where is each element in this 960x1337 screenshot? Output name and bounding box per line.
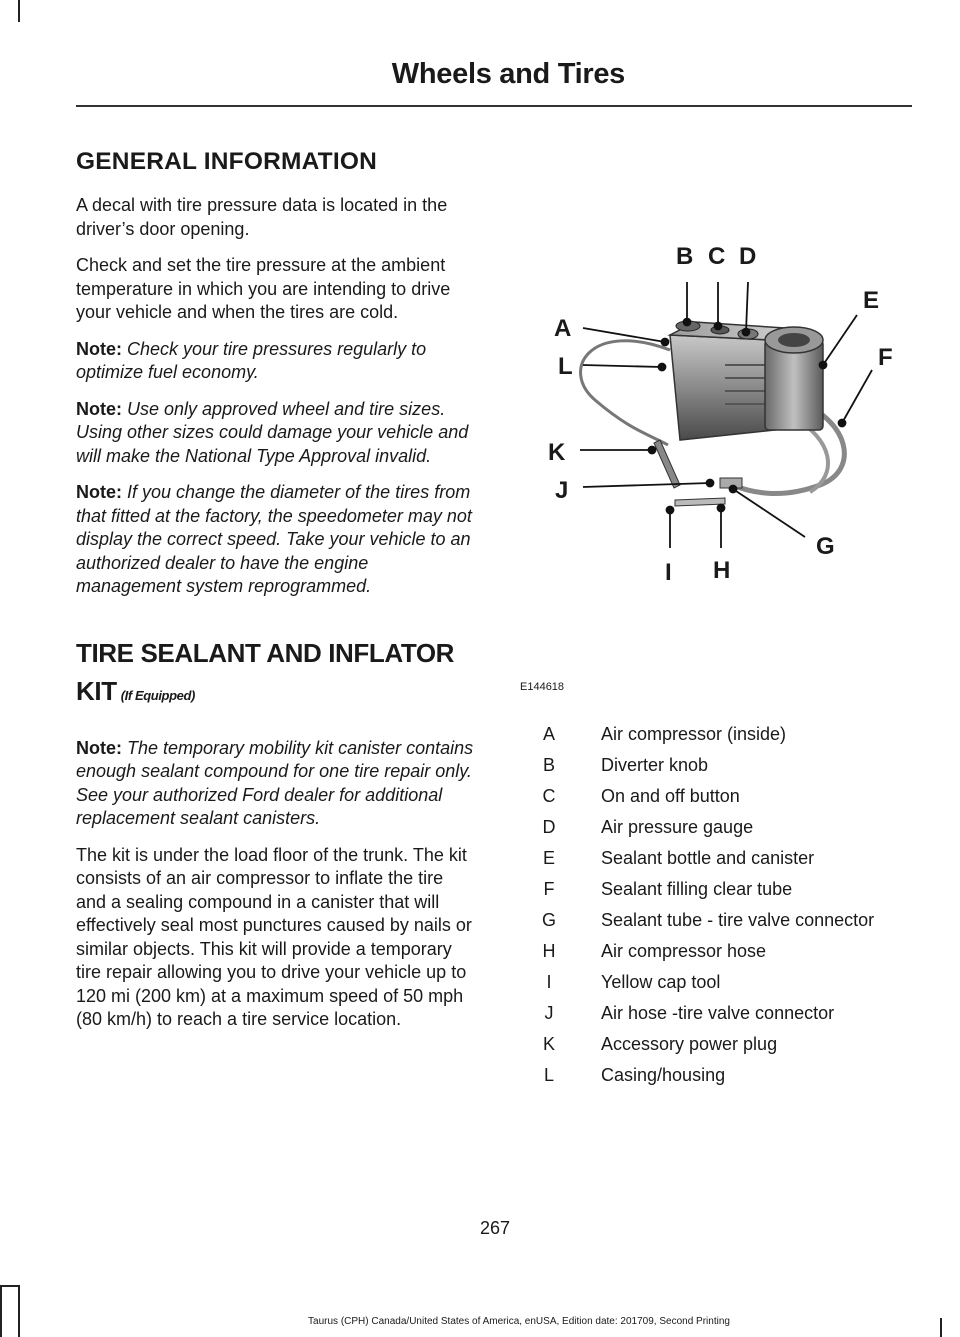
legend-description: Accessory power plug bbox=[601, 1034, 778, 1054]
inflator-kit-figure bbox=[520, 230, 920, 700]
legend-row bbox=[530, 1033, 910, 1055]
crop-mark-top-left-vertical bbox=[18, 0, 20, 22]
legend-row bbox=[530, 1064, 910, 1086]
legend-row bbox=[530, 785, 910, 807]
legend-row bbox=[530, 878, 910, 900]
callout-b: B bbox=[676, 243, 694, 270]
legend-key: E bbox=[542, 848, 555, 868]
legend-key: C bbox=[542, 786, 556, 806]
legend-row bbox=[530, 1002, 910, 1024]
legend-key: B bbox=[542, 755, 555, 775]
legend-key: G bbox=[541, 910, 556, 930]
if-equipped-label: (If Equipped) bbox=[120, 687, 195, 703]
general-para-2: Check and set the tire pressure at the ambient temperature in which you are intending to drive your vehicle and when the tires are cold. bbox=[76, 255, 451, 322]
compressor-casing bbox=[670, 335, 775, 440]
figure-legend bbox=[530, 723, 910, 1095]
legend-description: Air pressure gauge bbox=[601, 817, 754, 837]
callout-h: H bbox=[713, 557, 731, 584]
legend-row bbox=[530, 816, 910, 838]
note-text: Use only approved wheel and tire sizes. Using other sizes could damage your vehicle and will make the National Type Approval invalid. bbox=[76, 398, 469, 466]
figure-id: E144618 bbox=[520, 681, 565, 693]
general-note-2 bbox=[76, 398, 476, 469]
note-label: Note: bbox=[76, 482, 122, 502]
legend-key: L bbox=[543, 1065, 554, 1085]
legend-row bbox=[530, 847, 910, 869]
legend-description: Sealant tube - tire valve connector bbox=[601, 910, 875, 930]
callout-e: E bbox=[863, 287, 880, 314]
crop-mark-bottom-left-horizontal bbox=[0, 1285, 18, 1287]
page-header-title: Wheels and Tires bbox=[391, 58, 625, 90]
accessory-power-plug bbox=[654, 440, 680, 488]
heading-line-1: TIRE SEALANT AND INFLATOR bbox=[76, 637, 455, 668]
legend-key: A bbox=[542, 724, 555, 744]
canister-cap bbox=[778, 333, 810, 347]
general-note-3 bbox=[76, 481, 476, 599]
general-information-heading: GENERAL INFORMATION bbox=[76, 148, 377, 175]
callout-j: J bbox=[555, 477, 569, 504]
left-column bbox=[76, 148, 476, 1045]
legend-row bbox=[530, 723, 910, 745]
callout-k: K bbox=[548, 439, 566, 466]
legend-description: Yellow cap tool bbox=[601, 972, 721, 992]
legend-key: K bbox=[542, 1034, 555, 1054]
note-label: Note: bbox=[76, 737, 122, 758]
yellow-cap-tool bbox=[675, 498, 725, 506]
crop-mark-bottom-left-vertical-inner bbox=[18, 1285, 20, 1337]
note-text: If you change the diameter of the tires from that fitted at the factory, the speedometer may not display the correct speed. Take your vehicle to an authorized dealer to have the engine management system reprogrammed. bbox=[76, 482, 472, 596]
edition-footer: Taurus (CPH) Canada/United States of America, enUSA, Edition date: 201709, Second Printing bbox=[308, 1316, 730, 1327]
tire-sealant-kit-heading bbox=[76, 634, 476, 715]
callout-i: I bbox=[665, 559, 672, 586]
callout-g: G bbox=[816, 533, 835, 560]
legend-key: J bbox=[544, 1003, 554, 1023]
callout-a: A bbox=[554, 315, 572, 342]
legend-key: H bbox=[542, 941, 556, 961]
legend-key: F bbox=[543, 879, 555, 899]
legend-row bbox=[530, 940, 910, 962]
heading-line-2: KIT bbox=[76, 675, 117, 706]
note-label: Note: bbox=[76, 398, 122, 419]
kit-note bbox=[76, 737, 476, 831]
legend-description: Diverter knob bbox=[601, 755, 709, 775]
note-text: Check your tire pressures regularly to optimize fuel economy. bbox=[76, 338, 427, 382]
legend-row bbox=[530, 909, 910, 931]
callout-l: L bbox=[558, 353, 573, 380]
general-note-1 bbox=[76, 338, 476, 385]
page-number: 267 bbox=[479, 1218, 511, 1238]
legend-row bbox=[530, 971, 910, 993]
inflator-kit-illustration bbox=[520, 230, 920, 700]
note-text: The temporary mobility kit canister contains enough sealant compound for one tire repair only. See your authorized Ford dealer for additional replacement sealant canisters. bbox=[76, 737, 474, 828]
legend-row bbox=[530, 754, 910, 776]
legend-description: Sealant filling clear tube bbox=[601, 879, 793, 899]
legend-description: Air compressor (inside) bbox=[601, 724, 787, 744]
legend-description: Casing/housing bbox=[601, 1065, 726, 1085]
callout-c: C bbox=[708, 243, 726, 270]
header-divider bbox=[76, 105, 912, 107]
kit-description: The kit is under the load floor of the trunk. The kit consists of an air compressor to inflate the tire and a sealing compound in a canister that will effectively seal most punctures caused by nails or similar objects. This kit will provide a temporary tire repair allowing you to drive your vehicle up to 120 mi (200 km) at a maximum speed of 50 mph (80 km/h) to reach a tire service location. bbox=[76, 844, 472, 1029]
legend-description: Sealant bottle and canister bbox=[601, 848, 815, 868]
legend-description: Air hose -tire valve connector bbox=[601, 1003, 835, 1023]
callout-d: D bbox=[739, 243, 757, 270]
legend-description: On and off button bbox=[601, 786, 740, 806]
crop-mark-bottom-left-vertical bbox=[0, 1285, 2, 1337]
callout-f: F bbox=[878, 344, 893, 371]
legend-key: D bbox=[542, 817, 556, 837]
legend-description: Air compressor hose bbox=[601, 941, 767, 961]
note-label: Note: bbox=[76, 338, 122, 359]
power-cord bbox=[581, 341, 670, 445]
general-para-1: A decal with tire pressure data is located in the driver’s door opening. bbox=[76, 195, 448, 239]
legend-key: I bbox=[546, 972, 552, 992]
